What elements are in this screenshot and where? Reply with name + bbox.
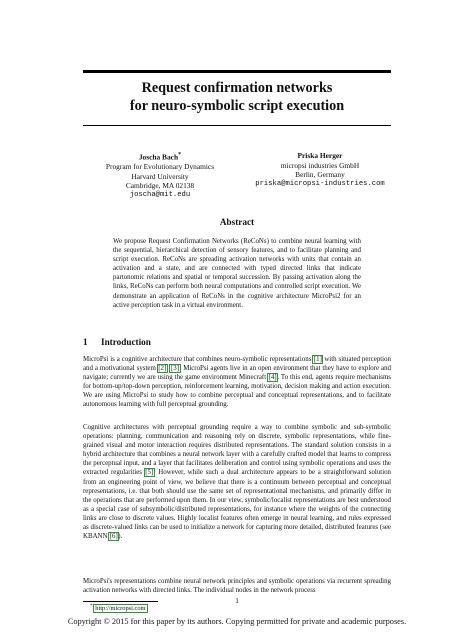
copyright-notice: Copyright © 2015 for this paper by its authors. Copying permitted for private and academic purposes. [67,617,407,626]
footnote-mark: * [90,603,93,609]
author-block-herger [245,151,395,189]
paragraph-1: MicroPsi is a cognitive architecture that combines neuro-symbolic representations [1] with situated perception and a motivational system [2], [3]. MicroPsi agents live in an open environment that they have to explore and navigate; currently we are using the game environment Minecraft [4]. To this end, agents require mechanisms for bottom-up/top-down perception, reinforcement learning, motivation, decision making and action execution. We are using MicroPsi to study how to combine perceptual and conceptual representations, and to facilitate autonomous learning with full perceptual grounding. [83,356,391,409]
author-footnote-mark: * [178,152,182,158]
author-name: Priska Herger [297,151,343,160]
citation-link[interactable]: [6] [109,533,118,541]
title-bottom-rule [83,125,391,126]
citation-link[interactable]: [2] [158,365,167,373]
author-location: Berlin, Germany [295,170,345,180]
paragraph-2: Cognitive architectures with perceptual grounding require a way to combine symbolic and sub-symbolic operations: planning, communication and reasoning rely on discrete, symbolic representations, while fine-grained visual and motor interaction requires distributed representations. The standard solution consists in a hybrid architecture that combines a neural network layer with a carefully crafted model that learns to compress the perceptual input, and a layer that facilitates deliberation and control using symbolic operations and uses the extracted regularities [5]. However, while such a dual architecture appears to be a straightforward solution from an engineering point of view, we believe that there is a continuum between perceptual and conceptual representations, i.e. that both should use the same set of representational mechanisms, and primarily differ in the operations that are performed upon them. In our view, symbolic/localist representations are best understood as a special case of subsymbolic/distributed representations, for instance where the weights of the connecting links are close to discrete values. Highly localist features often emerge in neural learning, and rules expressed as discrete-valued links can be used to initialize a network for capturing more detailed, distributed features (see KBANN [6]). [83,424,392,541]
paragraph-3: MicroPsi's representations combine neural network principles and symbolic operations via recurrent spreading activation networks with directed links. The individual nodes in the network process [83,578,391,595]
section-number: 1 [83,337,88,347]
citation-link[interactable]: [4] [268,374,277,382]
abstract-text: We propose Request Confirmation Networks (ReCoNs) to combine neural learning with the sequential, hierarchical detection of sensory features, and to facilitate planning and script execution. ReCoNs are spreading activation networks with units that contain an activation and a state, and are connected with typed directed links that indicate partonomic relations and spatial or temporal succession. By passing activation along the links, ReCoNs can perform both neural computations and controlled script execution. We demonstrate an application of ReCoNs in the cognitive architecture MicroPsi2 for an active perception task in a virtual environment. [113,238,361,309]
author-email[interactable]: priska@micropsi-industries.com [255,179,385,188]
citation-link[interactable]: [1] [313,356,322,363]
author-affiliation: Program for Evolutionary Dynamics [105,162,215,172]
author-institution: Harvard University [131,171,189,181]
author-block-bach [90,151,230,200]
title-top-rule [83,70,391,73]
paper-title [83,79,391,115]
author-address: Cambridge, MA 02138 [125,181,195,191]
citation-link[interactable]: [5] [145,469,154,477]
author-affiliation: micropsi industries GmbH [280,160,360,170]
footnote-url-link[interactable]: http://micropsi.com [95,605,146,613]
citation-link[interactable]: [3] [170,365,180,373]
author-email[interactable]: joscha@mit.edu [129,190,191,199]
section-heading [83,337,151,347]
page-number: 1 [235,597,239,605]
author-name: Joscha Bach [138,152,179,162]
section-title: Introduction [101,337,151,347]
title-line-2: for neuro-symbolic script execution [129,98,345,114]
abstract-heading: Abstract [219,217,255,227]
title-line-1: Request confirmation networks [141,80,333,96]
